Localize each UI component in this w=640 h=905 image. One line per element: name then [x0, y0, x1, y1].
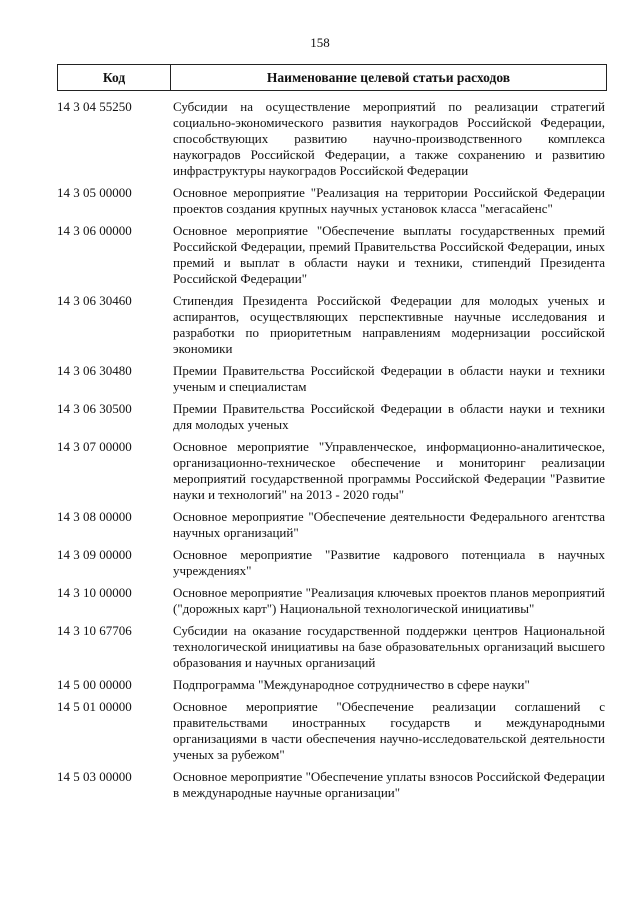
row-description: Субсидии на осуществление мероприятий по реализации стратегий социально-экономического развития наукоградов Российской Федерации, способствующих развитию научно-производственного комплекса наукоградов Российской Федерации, а также сохранению и развитию инфраструктуры наукоградов Российской Федерации: [173, 99, 605, 178]
row-description: Основное мероприятие "Обеспечение реализации соглашений с правительствами иностранных государств и международными организациями в части обеспечения научно-исследовательской деятельности ученых за рубежом": [173, 699, 605, 762]
table-row: [57, 99, 607, 179]
code-column-header: Код: [58, 65, 171, 91]
table-header: [57, 64, 607, 91]
row-description: Премии Правительства Российской Федерации в области науки и техники ученым и специалистам: [173, 363, 605, 394]
row-code: 14 3 08 00000: [57, 509, 132, 524]
row-code: 14 3 06 30460: [57, 293, 132, 308]
table-row: [57, 509, 607, 541]
table-row: [57, 439, 607, 503]
row-code: 14 3 04 55250: [57, 99, 132, 114]
row-description: Основное мероприятие "Развитие кадрового потенциала в научных учреждениях": [173, 547, 605, 578]
table-row: [57, 401, 607, 433]
row-code: 14 5 01 00000: [57, 699, 132, 714]
row-code: 14 5 00 00000: [57, 677, 132, 692]
table-row: [57, 677, 607, 693]
row-code: 14 3 07 00000: [57, 439, 132, 454]
row-description: Основное мероприятие "Реализация на территории Российской Федерации проектов создания крупных научных установок класса "мегасайенс": [173, 185, 605, 216]
table-row: [57, 769, 607, 801]
row-description: Основное мероприятие "Обеспечение деятельности Федерального агентства научных организаций": [173, 509, 605, 540]
name-column-header: Наименование целевой статьи расходов: [171, 65, 607, 91]
row-description: Основное мероприятие "Управленческое, информационно-аналитическое, организационно-техническое обеспечение и мониторинг реализации мероприятий государственной программы Российской Федерации "Развитие науки и технологий" на 2013 - 2020 годы": [173, 439, 605, 502]
page-number: 158: [310, 35, 330, 50]
row-description: Основное мероприятие "Реализация ключевых проектов планов мероприятий ("дорожных карт") Национальной технологической инициативы": [173, 585, 605, 616]
row-code: 14 3 09 00000: [57, 547, 132, 562]
row-description: Основное мероприятие "Обеспечение выплаты государственных премий Российской Федерации, премий Правительства Российской Федерации, иных премий и выплат в области науки и техники, стипендий Президента Российской Федерации": [173, 223, 605, 286]
table-row: [57, 585, 607, 617]
row-description: Премии Правительства Российской Федерации в области науки и техники для молодых ученых: [173, 401, 605, 432]
row-code: 14 3 10 67706: [57, 623, 132, 638]
row-code: 14 3 10 00000: [57, 585, 132, 600]
row-description: Подпрограмма "Международное сотрудничество в сфере науки": [173, 677, 530, 692]
table-row: [57, 223, 607, 287]
table-row: [57, 363, 607, 395]
row-code: 14 3 06 00000: [57, 223, 132, 238]
table-row: [57, 699, 607, 763]
row-code: 14 3 06 30500: [57, 401, 132, 416]
row-code: 14 5 03 00000: [57, 769, 132, 784]
table-row: [57, 185, 607, 217]
table-row: [57, 293, 607, 357]
row-description: Стипендия Президента Российской Федерации для молодых ученых и аспирантов, осуществляющих перспективные научные исследования и разработки по приоритетным направлениям модернизации российской экономики: [173, 293, 605, 356]
table-body: [57, 99, 607, 807]
row-code: 14 3 06 30480: [57, 363, 132, 378]
row-description: Основное мероприятие "Обеспечение уплаты взносов Российской Федерации в международные научные организации": [173, 769, 605, 800]
table-row: [57, 623, 607, 671]
row-description: Субсидии на оказание государственной поддержки центров Национальной технологической инициативы на базе образовательных организаций высшего образования и научных организаций: [173, 623, 605, 670]
row-code: 14 3 05 00000: [57, 185, 132, 200]
table-row: [57, 547, 607, 579]
